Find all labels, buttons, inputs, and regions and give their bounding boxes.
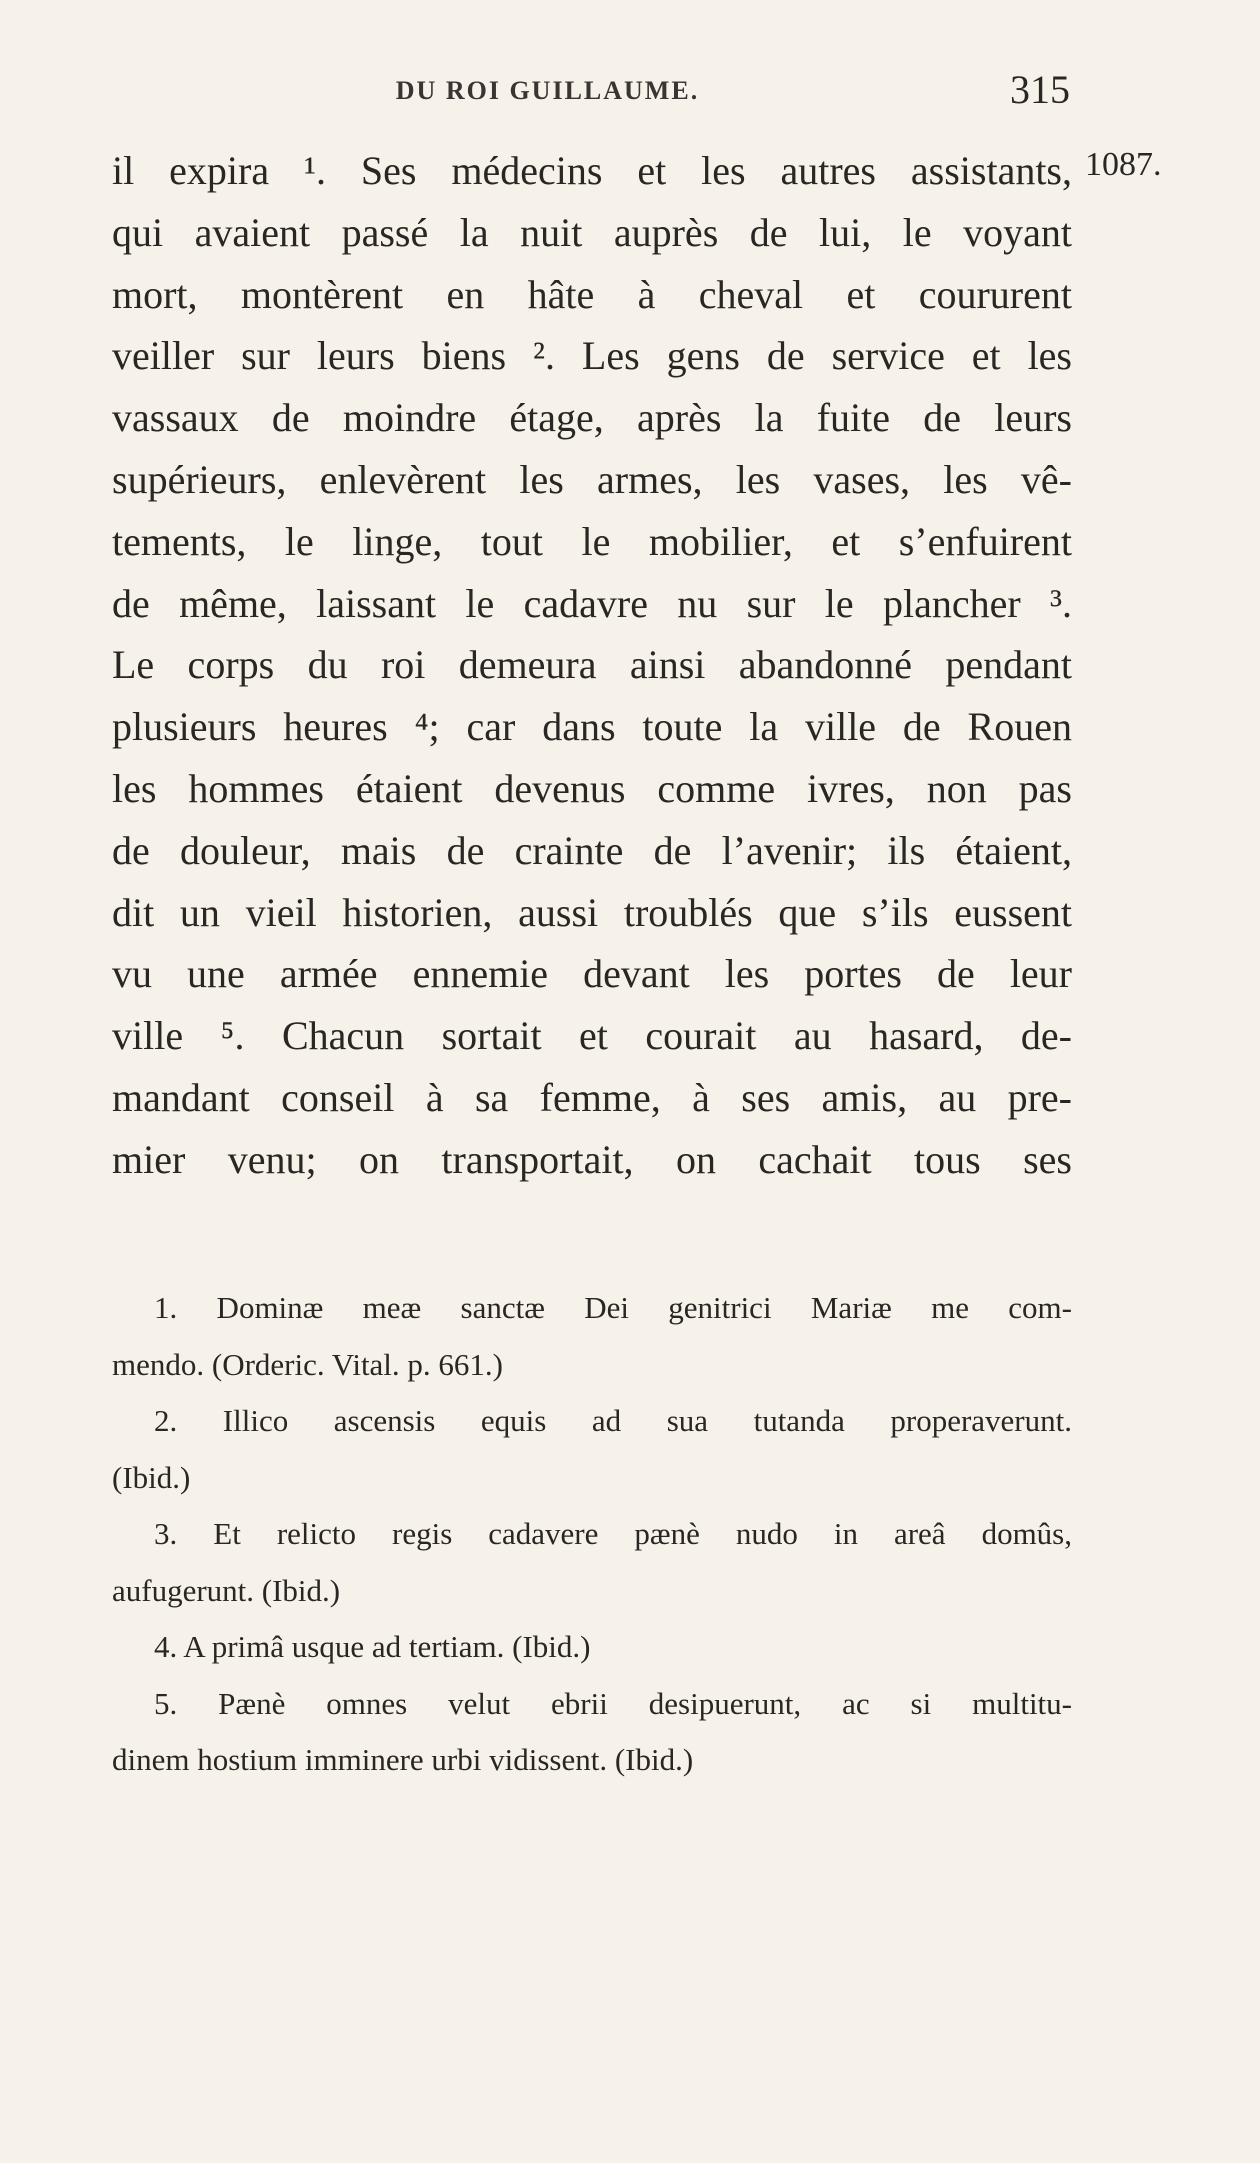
text-line: veiller sur leurs biens ². Les gens de service et les	[112, 333, 1072, 379]
text-line: vassaux de moindre étage, après la fuite de leurs	[112, 395, 1072, 441]
main-text	[112, 140, 1072, 1191]
text-line: tements, le linge, tout le mobilier, et s’enfuirent	[112, 518, 1072, 564]
footnote-3: 3. Et relicto regis cadavere pænè nudo in areâ domûs,	[154, 1516, 1072, 1551]
text-line: dit un vieil historien, aussi troublés que s’ils eussent	[112, 889, 1072, 935]
text-line: mier venu; on transportait, on cachait tous ses	[112, 1136, 1072, 1182]
text-line: de douleur, mais de crainte de l’avenir; ils étaient,	[112, 827, 1072, 873]
footnote-5: 5. Pænè omnes velut ebrii desipuerunt, ac si multitu-	[154, 1685, 1072, 1721]
text-line: mort, montèrent en hâte à cheval et coururent	[112, 271, 1072, 317]
text-line: de même, laissant le cadavre nu sur le plancher ³.	[112, 580, 1072, 626]
text-line: ville ⁵. Chacun sortait et courait au hasard, de-	[112, 1013, 1072, 1059]
text-line: mandant conseil à sa femme, à ses amis, au pre-	[112, 1074, 1072, 1120]
text-line: qui avaient passé la nuit auprès de lui, le voyant	[112, 209, 1072, 255]
footnotes	[112, 1280, 1072, 1789]
page-number: 315	[1010, 67, 1070, 112]
footnote-1-cont: mendo. (Orderic. Vital. p. 661.)	[112, 1346, 503, 1382]
text-line: supérieurs, enlevèrent les armes, les vases, les vê-	[112, 456, 1072, 502]
footnote-1: 1. Dominæ meæ sanctæ Dei genitrici Mariæ me com-	[154, 1290, 1072, 1325]
text-line: vu une armée ennemie devant les portes de leur	[112, 951, 1072, 997]
footnote-4: 4. A primâ usque ad tertiam. (Ibid.)	[154, 1629, 591, 1664]
running-head: DU ROI GUILLAUME.	[395, 76, 700, 105]
text-line: plusieurs heures ⁴; car dans toute la ville de Rouen	[112, 704, 1072, 750]
footnote-2: 2. Illico ascensis equis ad sua tutanda properaverunt.	[154, 1403, 1072, 1438]
footnote-2-cont: (Ibid.)	[112, 1459, 191, 1495]
text-line: il expira ¹. Ses médecins et les autres assistants,	[112, 148, 1072, 193]
text-line: Le corps du roi demeura ainsi abandonné pendant	[112, 642, 1072, 688]
margin-year: 1087.	[1085, 146, 1162, 183]
footnote-5-cont: dinem hostium imminere urbi vidissent. (Ibid.)	[112, 1742, 694, 1777]
text-line: les hommes étaient devenus comme ivres, non pas	[112, 765, 1072, 811]
footnote-3-cont: aufugerunt. (Ibid.)	[112, 1572, 341, 1608]
